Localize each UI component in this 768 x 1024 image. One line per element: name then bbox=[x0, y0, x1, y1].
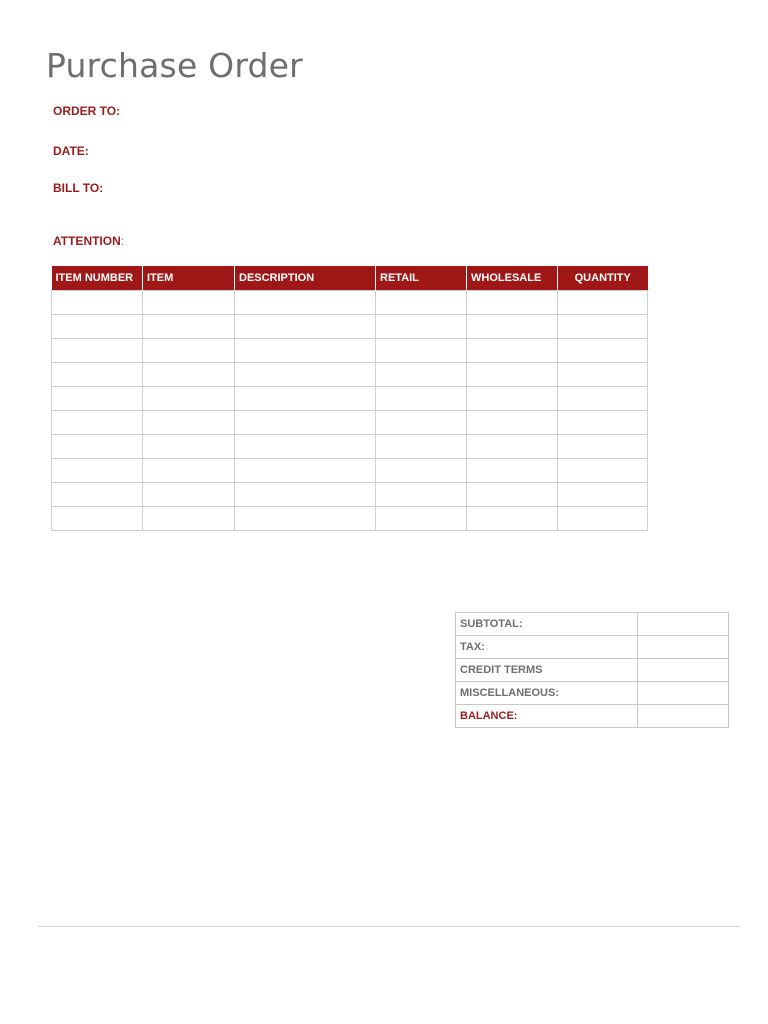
table-cell[interactable] bbox=[467, 338, 558, 362]
table-cell[interactable] bbox=[558, 434, 648, 458]
table-cell[interactable] bbox=[143, 314, 235, 338]
table-cell[interactable] bbox=[52, 338, 143, 362]
table-cell[interactable] bbox=[376, 434, 467, 458]
header-wholesale: WHOLESALE bbox=[467, 266, 558, 290]
totals-row-balance bbox=[456, 705, 729, 728]
table-cell[interactable] bbox=[143, 410, 235, 434]
table-cell[interactable] bbox=[52, 410, 143, 434]
table-cell[interactable] bbox=[235, 386, 376, 410]
balance-label: BALANCE: bbox=[456, 705, 638, 728]
table-cell[interactable] bbox=[558, 506, 648, 530]
table-cell[interactable] bbox=[467, 458, 558, 482]
table-cell[interactable] bbox=[558, 362, 648, 386]
table-cell[interactable] bbox=[235, 290, 376, 314]
subtotal-value-cell[interactable] bbox=[638, 613, 729, 636]
table-cell[interactable] bbox=[235, 434, 376, 458]
table-cell[interactable] bbox=[143, 290, 235, 314]
bill-to-label: BILL TO: bbox=[53, 181, 104, 195]
table-row bbox=[52, 506, 648, 530]
attention-label bbox=[53, 234, 124, 248]
table-cell[interactable] bbox=[467, 362, 558, 386]
table-cell[interactable] bbox=[235, 314, 376, 338]
table-row bbox=[52, 362, 648, 386]
totals-row-subtotal bbox=[456, 613, 729, 636]
attention-colon: : bbox=[120, 234, 125, 248]
miscellaneous-label: MISCELLANEOUS: bbox=[456, 682, 638, 705]
items-table bbox=[51, 266, 648, 531]
table-row bbox=[52, 386, 648, 410]
totals-table bbox=[455, 612, 729, 728]
table-cell[interactable] bbox=[558, 458, 648, 482]
credit-terms-value-cell[interactable] bbox=[638, 659, 729, 682]
table-cell[interactable] bbox=[235, 362, 376, 386]
table-cell[interactable] bbox=[235, 506, 376, 530]
table-cell[interactable] bbox=[143, 386, 235, 410]
table-cell[interactable] bbox=[376, 410, 467, 434]
table-row bbox=[52, 338, 648, 362]
table-cell[interactable] bbox=[376, 290, 467, 314]
table-cell[interactable] bbox=[235, 482, 376, 506]
table-cell[interactable] bbox=[235, 338, 376, 362]
header-item: ITEM bbox=[143, 266, 235, 290]
attention-label-text: ATTENTION bbox=[53, 234, 121, 248]
table-cell[interactable] bbox=[558, 338, 648, 362]
table-cell[interactable] bbox=[558, 410, 648, 434]
footer-divider bbox=[38, 926, 740, 927]
table-cell[interactable] bbox=[376, 386, 467, 410]
table-cell[interactable] bbox=[558, 314, 648, 338]
table-cell[interactable] bbox=[376, 506, 467, 530]
table-cell[interactable] bbox=[376, 482, 467, 506]
table-cell[interactable] bbox=[376, 314, 467, 338]
table-cell[interactable] bbox=[558, 290, 648, 314]
totals-row-miscellaneous bbox=[456, 682, 729, 705]
header-description: DESCRIPTION bbox=[235, 266, 376, 290]
date-label: DATE: bbox=[53, 144, 89, 158]
table-cell[interactable] bbox=[143, 458, 235, 482]
table-cell[interactable] bbox=[52, 434, 143, 458]
table-row bbox=[52, 458, 648, 482]
table-cell[interactable] bbox=[467, 410, 558, 434]
table-cell[interactable] bbox=[558, 386, 648, 410]
table-cell[interactable] bbox=[467, 290, 558, 314]
table-cell[interactable] bbox=[52, 386, 143, 410]
tax-label: TAX: bbox=[456, 636, 638, 659]
table-cell[interactable] bbox=[52, 482, 143, 506]
credit-terms-label: CREDIT TERMS bbox=[456, 659, 638, 682]
table-cell[interactable] bbox=[52, 458, 143, 482]
page-title: Purchase Order bbox=[46, 46, 303, 85]
table-cell[interactable] bbox=[467, 314, 558, 338]
tax-value-cell[interactable] bbox=[638, 636, 729, 659]
table-cell[interactable] bbox=[467, 434, 558, 458]
table-cell[interactable] bbox=[143, 482, 235, 506]
table-cell[interactable] bbox=[467, 506, 558, 530]
balance-value-cell[interactable] bbox=[638, 705, 729, 728]
table-cell[interactable] bbox=[235, 410, 376, 434]
header-retail: RETAIL bbox=[376, 266, 467, 290]
table-cell[interactable] bbox=[143, 362, 235, 386]
table-row bbox=[52, 482, 648, 506]
table-row bbox=[52, 290, 648, 314]
table-row bbox=[52, 410, 648, 434]
table-row bbox=[52, 434, 648, 458]
table-cell[interactable] bbox=[143, 434, 235, 458]
table-cell[interactable] bbox=[467, 482, 558, 506]
table-cell[interactable] bbox=[376, 338, 467, 362]
table-cell[interactable] bbox=[143, 506, 235, 530]
table-cell[interactable] bbox=[558, 482, 648, 506]
order-to-label: ORDER TO: bbox=[53, 104, 121, 118]
items-table-header-row bbox=[52, 266, 648, 290]
table-cell[interactable] bbox=[52, 362, 143, 386]
table-cell[interactable] bbox=[52, 290, 143, 314]
totals-row-credit-terms bbox=[456, 659, 729, 682]
header-quantity: QUANTITY bbox=[558, 266, 648, 290]
table-cell[interactable] bbox=[235, 458, 376, 482]
miscellaneous-value-cell[interactable] bbox=[638, 682, 729, 705]
table-cell[interactable] bbox=[376, 362, 467, 386]
table-row bbox=[52, 314, 648, 338]
subtotal-label: SUBTOTAL: bbox=[456, 613, 638, 636]
totals-row-tax bbox=[456, 636, 729, 659]
header-item-number: ITEM NUMBER bbox=[52, 266, 143, 290]
table-cell[interactable] bbox=[467, 386, 558, 410]
table-cell[interactable] bbox=[376, 458, 467, 482]
table-cell[interactable] bbox=[143, 338, 235, 362]
table-cell[interactable] bbox=[52, 314, 143, 338]
table-cell[interactable] bbox=[52, 506, 143, 530]
